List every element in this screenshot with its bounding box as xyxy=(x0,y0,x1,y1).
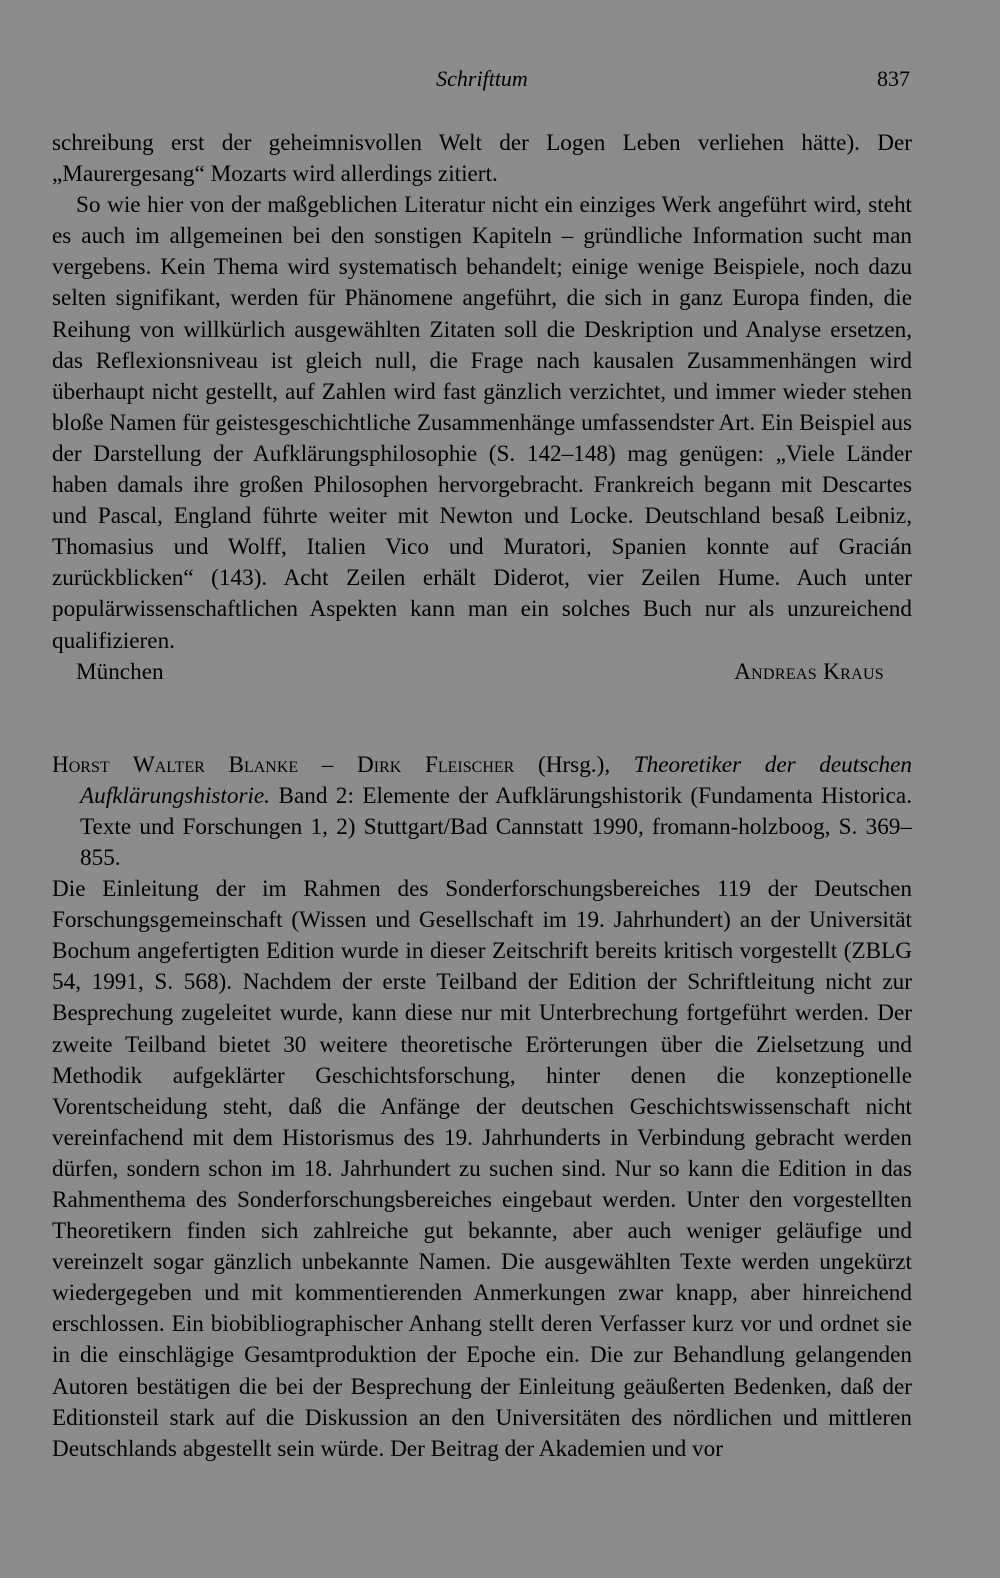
page-header xyxy=(52,66,912,100)
book-page xyxy=(52,0,912,1578)
running-title: Schrifttum xyxy=(436,66,528,91)
page-body xyxy=(52,128,912,1465)
citation-title: Theoretiker der deutschen Aufklärungshistorie. xyxy=(80,751,913,809)
review-paragraph: So wie hier von der maßgeblichen Literatur nicht ein einziges Werk angeführt wird, steht es auch im allgemeinen bei den sonstigen Kapiteln – gründliche Information sucht man vergebens. Kein Thema wird systematisch behandelt; einige wenige Beispiele, noch dazu selten signifikant, werden für Phänomene angeführt, die sich in ganz Europa finden, die Reihung von willkürlich ausgewählten Zitaten soll die Deskription und Analyse ersetzen, das Reflexionsniveau ist gleich null, die Frage nach kausalen Zusammenhängen wird überhaupt nicht gestellt, auf Zahlen wird fast gänzlich verzichtet, und immer wieder stehen bloße Namen für geistesgeschichtliche Zusammenhänge umfassendster Art. Ein Beispiel aus der Darstellung der Aufklärungsphilosophie (S. 142–148) mag genügen: „Viele Länder haben damals ihre großen Philosophen hervorgebracht. Frankreich begann mit Descartes und Pascal, England führte weiter mit Newton und Locke. Deutschland besaß Leibniz, Thomasius und Wolff, Italien Vico und Muratori, Spanien konnte auf Gracián zurückblicken“ (143). Acht Zeilen erhält Diderot, vier Zeilen Hume. Auch unter populärwissenschaftlichen Aspekten kann man ein solches Buch nur als unzureichend qualifizieren. xyxy=(52,192,912,654)
citation-editors-suffix: (Hrsg.), xyxy=(514,751,634,778)
citation-editors: Horst Walter Blanke – Dirk Fleischer xyxy=(52,751,515,778)
review-paragraph: Die Einleitung der im Rahmen des Sonderforschungsbereiches 119 der Deutschen Forschungsgemeinschaft (Wissen und Gesellschaft im 19. Jahrhundert) an der Universität Bochum angefertigten Edition wurde in dieser Zeitschrift bereits kritisch vorgestellt (ZBLG 54, 1991, S. 568). Nachdem der erste Teilband der Edition der Schriftleitung nicht zur Besprechung zugeleitet wurde, kann diese nur mit Unterbrechung fortgeführt werden. Der zweite Teilband bietet 30 weitere theoretische Erörterungen über die Zielsetzung und Methodik aufgeklärter Geschichtsforschung, hinter denen die konzeptionelle Vorentscheidung steht, daß die Anfänge der deutschen Geschichtswissenschaft nicht vereinfachend mit dem Historismus des 19. Jahrhunderts in Verbindung gebracht werden dürfen, sondern schon im 18. Jahrhundert zu suchen sind. Nur so kann die Edition in das Rahmenthema des Sonderforschungsbereiches eingebaut werden. Unter den vorgestellten Theoretikern finden sich zahlreiche gut bekannte, aber auch weniger geläufige und vereinzelt sogar gänzlich unbekannte Namen. Die ausgewählten Texte werden ungekürzt wiedergegeben und mit kommentierenden Anmerkungen zwar knapp, aber hinreichend erschlossen. Ein biobibliographischer Anhang stellt deren Verfasser kurz vor und ordnet sie in die einschlägige Gesamtproduktion der Epoche ein. Die zur Behandlung gelangenden Autoren bestätigen die bei der Besprechung der Einleitung geäußerten Bedenken, daß der Editionsteil stark auf die Diskussion an den Universitäten des nördlichen und mittleren Deutschlands abgestellt sein würde. Der Beitrag der Akademien und vor xyxy=(52,876,912,1462)
citation-details: Band 2: Elemente der Aufklärungshistorik (Fundamenta Historica. Texte und Forschungen 1, 2) Stuttgart/Bad Cannstatt 1990, fromann-holzboog, S. 369–855. xyxy=(80,782,912,871)
page-number: 837 xyxy=(877,66,910,91)
review-kraus xyxy=(52,128,912,688)
review-signature xyxy=(52,657,912,688)
review-blanke-fleischer xyxy=(52,750,912,1465)
section-spacer xyxy=(52,688,912,750)
signature-author: Andreas Kraus xyxy=(734,658,884,685)
bibliographic-citation xyxy=(52,750,912,874)
signature-place: München xyxy=(76,658,164,685)
review-paragraph: schreibung erst der geheimnisvollen Welt der Logen Leben verliehen hätte). Der „Maurergesang“ Mozarts wird allerdings zitiert. xyxy=(52,130,912,188)
